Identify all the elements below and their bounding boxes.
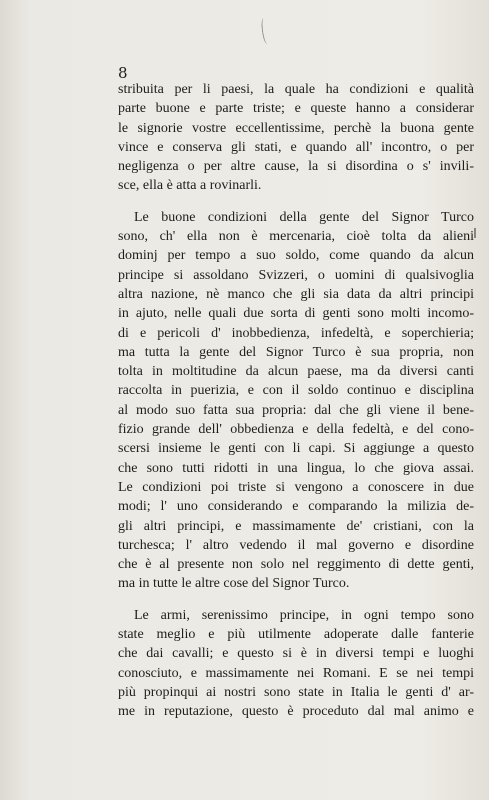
- text-line: in ajuto, nelle quali due sorta di genti sono molti incomo-: [118, 306, 474, 322]
- text-line: vince e conserva gli stati, e quando all' incontro, o per: [118, 139, 474, 155]
- paragraph: [118, 80, 474, 196]
- text-line: Le armi, serenissimo principe, in ogni tempo sono: [134, 607, 474, 623]
- text-line: le signorie vostre eccellentissime, perchè la buona gente: [118, 120, 474, 136]
- text-line: negligenza o per altre cause, la si disordina o s' invili-: [118, 159, 474, 175]
- margin-mark: [474, 228, 476, 238]
- text-line: state meglio e più utilmente adoperate dalle fanterie: [118, 627, 474, 643]
- text-line: scersi insieme le genti con li capi. Si aggiunge a questo: [118, 441, 474, 457]
- body-text: [118, 80, 474, 722]
- text-line: modi; l' uno considerando e comparando la milizia de-: [118, 499, 474, 515]
- text-line: parte buone e parte triste; e queste hanno a considerar: [118, 101, 474, 117]
- text-line: ma in tutte le altre cose del Signor Turco.: [118, 576, 350, 592]
- text-line: che dai cavalli; e questo si è in diversi tempi e luoghi: [118, 646, 474, 662]
- text-line: gli altri principi, e massimamente de' cristiani, con la: [118, 518, 474, 534]
- text-line: Le buone condizioni della gente del Signor Turco: [134, 209, 474, 225]
- text-line: principe si assoldano Svizzeri, o uomini di qualsivoglia: [118, 267, 474, 283]
- text-line: tolta in moltitudine da alcun paese, ma da diversi canti: [118, 364, 474, 380]
- text-line: fizio grande dell' obbedienza e della fedeltà, e del cono-: [118, 422, 474, 438]
- paragraph: [118, 606, 474, 722]
- page-edge-mark: [260, 18, 271, 45]
- text-line: raccolta in puerizia, e con il soldo continuo e disciplina: [118, 383, 474, 399]
- text-line: che è al presente non solo nel reggimento di dette genti,: [118, 557, 474, 573]
- text-line: che sono tutti ridotti in una lingua, lo che giova assai.: [118, 460, 474, 476]
- paragraph: [118, 208, 474, 594]
- text-line: stribuita per li paesi, la quale ha condizioni e qualità: [118, 82, 474, 97]
- text-line: altra nazione, nè manco che gli sia data da altri principi: [118, 286, 474, 302]
- text-line: Le condizioni poi triste si vengono a conoscere in due: [118, 479, 474, 495]
- text-line: ma tutta la gente del Signor Turco è sua propria, non: [118, 344, 474, 360]
- text-line: sono, ch' ella non è mercenaria, cioè tolta da alieni: [118, 229, 474, 245]
- text-line: me in reputazione, questo è proceduto dal mal animo e: [118, 704, 474, 720]
- page-number: 8: [118, 64, 128, 82]
- text-line: di e pericoli d' inobbedienza, infedeltà, e soperchieria;: [118, 325, 474, 341]
- text-line: turchesca; l' altro vedendo il mal governo e disordine: [118, 537, 474, 553]
- text-line: al modo suo fatta sua propria: dal che gli viene il bene-: [118, 402, 474, 418]
- text-line: più propinqui ai nostri sono state in Italia le genti d' ar-: [118, 684, 474, 700]
- text-line: sce, ella è atta a rovinarli.: [118, 178, 262, 194]
- text-line: conosciuto, e massimamente nei Romani. E se nei tempi: [118, 665, 474, 681]
- text-line: dominj per tempo a suo soldo, come quando da alcun: [118, 248, 474, 264]
